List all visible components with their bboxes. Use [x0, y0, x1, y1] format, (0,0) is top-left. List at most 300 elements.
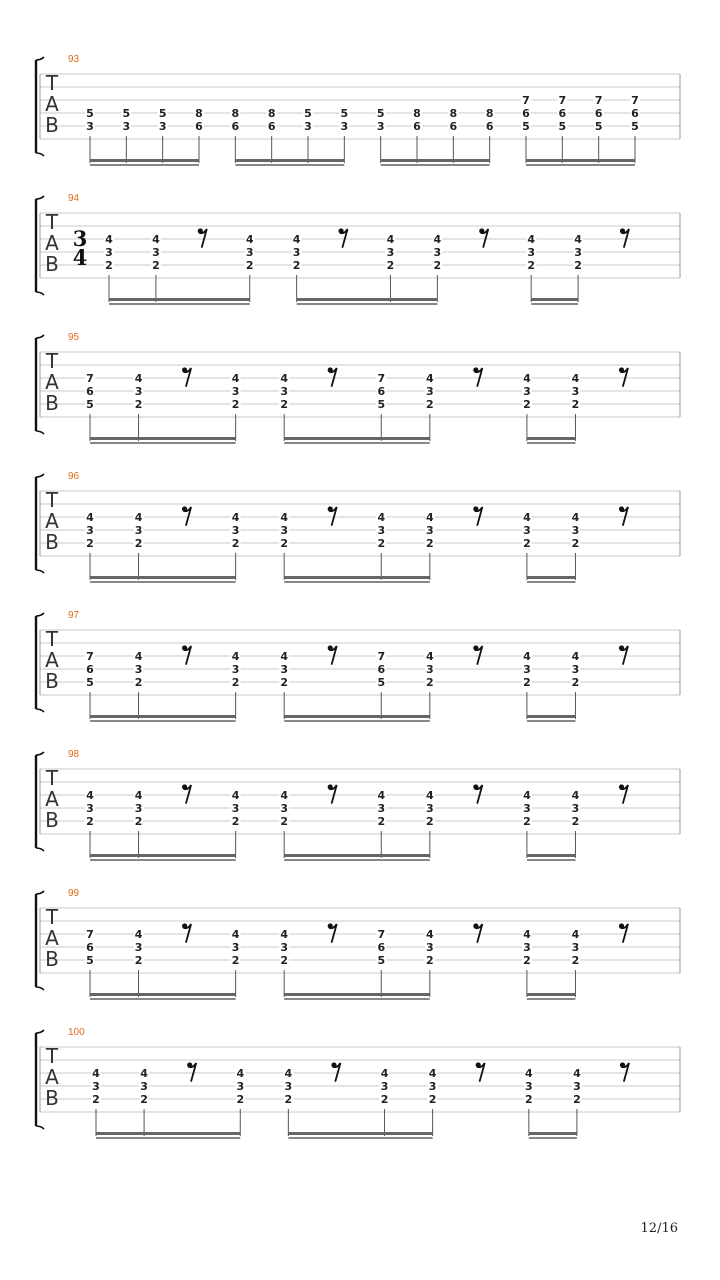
- eighth-rest-icon: [620, 228, 629, 247]
- fret-number: 4: [92, 1067, 100, 1080]
- fret-number: 4: [86, 511, 94, 524]
- fret-number: 4: [134, 372, 143, 385]
- fret-number: 4: [425, 650, 434, 663]
- fret-number: 4: [571, 372, 580, 385]
- fret-number: 3: [231, 802, 240, 815]
- fret-number: 3: [236, 1080, 245, 1093]
- fret-number: 2: [571, 815, 580, 828]
- fret-number: 4: [105, 233, 113, 246]
- fret-number: 7: [377, 650, 386, 663]
- system-94: [36, 193, 680, 305]
- fret-number: 2: [134, 676, 143, 689]
- beam-primary: [526, 159, 635, 162]
- eighth-rest-icon: [328, 645, 337, 664]
- fret-number: 7: [86, 372, 94, 385]
- fret-number: 6: [231, 120, 240, 133]
- beam-secondary: [90, 859, 236, 861]
- fret-number: 3: [231, 524, 240, 537]
- fret-number: 2: [386, 259, 395, 272]
- fret-number: 3: [571, 524, 580, 537]
- eighth-rest-icon: [182, 923, 191, 942]
- fret-number: 4: [523, 928, 531, 941]
- fret-number: 4: [527, 233, 536, 246]
- beam-primary: [90, 715, 236, 718]
- eighth-rest-icon: [473, 923, 482, 942]
- fret-number: 3: [134, 524, 143, 537]
- fret-number: 3: [86, 802, 94, 815]
- fret-number: 2: [134, 537, 143, 550]
- tab-clef-letter: T: [45, 1044, 59, 1068]
- fret-number: 2: [280, 676, 289, 689]
- fret-number: 3: [386, 246, 395, 259]
- fret-number: 4: [523, 789, 531, 802]
- tab-clef-letter: T: [45, 210, 59, 234]
- fret-number: 2: [523, 537, 531, 550]
- fret-number: 2: [231, 954, 240, 967]
- fret-number: 5: [86, 107, 94, 120]
- fret-number: 8: [231, 107, 240, 120]
- fret-number: 3: [280, 802, 289, 815]
- fret-number: 3: [105, 246, 113, 259]
- fret-number: 3: [523, 941, 531, 954]
- tab-clef-letter: A: [45, 231, 59, 255]
- fret-number: 3: [304, 120, 312, 133]
- fret-number: 5: [377, 954, 386, 967]
- fret-number: 3: [92, 1080, 100, 1093]
- beam-secondary: [531, 303, 578, 305]
- beam-secondary: [90, 998, 236, 1000]
- beam-primary: [235, 159, 344, 162]
- fret-number: 4: [236, 1067, 245, 1080]
- system-100: [36, 1027, 680, 1139]
- tab-clef-letter: T: [45, 488, 59, 512]
- tab-clef-letter: T: [45, 349, 59, 373]
- fret-number: 2: [425, 537, 434, 550]
- beam-primary: [527, 576, 576, 579]
- fret-number: 4: [425, 789, 434, 802]
- beam-primary: [90, 437, 236, 440]
- time-signature-bottom: 4: [72, 245, 88, 270]
- fret-number: 7: [594, 94, 603, 107]
- fret-number: 3: [245, 246, 254, 259]
- time-signature-top: 3: [72, 226, 88, 251]
- fret-number: 3: [231, 385, 240, 398]
- tab-clef-letter: T: [45, 71, 59, 95]
- beam-primary: [90, 159, 199, 162]
- measure-number: 97: [68, 610, 80, 621]
- fret-number: 2: [377, 537, 386, 550]
- fret-number: 5: [86, 954, 94, 967]
- fret-number: 5: [558, 120, 567, 133]
- beam-secondary: [527, 720, 576, 722]
- fret-number: 6: [631, 107, 639, 120]
- fret-number: 4: [134, 789, 143, 802]
- tab-clef-letter: B: [45, 669, 59, 693]
- beam-primary: [529, 1132, 577, 1135]
- fret-number: 3: [523, 524, 531, 537]
- fret-number: 5: [522, 120, 530, 133]
- beam-primary: [284, 715, 430, 718]
- fret-number: 2: [86, 537, 94, 550]
- fret-number: 2: [425, 815, 434, 828]
- beam-secondary: [527, 998, 576, 1000]
- eighth-rest-icon: [619, 645, 628, 664]
- fret-number: 6: [267, 120, 276, 133]
- fret-number: 6: [449, 120, 458, 133]
- fret-number: 3: [527, 246, 536, 259]
- beam-secondary: [284, 442, 430, 444]
- fret-number: 4: [571, 511, 580, 524]
- beam-primary: [284, 437, 430, 440]
- fret-number: 5: [340, 107, 349, 120]
- beam-secondary: [284, 581, 430, 583]
- fret-number: 4: [380, 1067, 389, 1080]
- eighth-rest-icon: [182, 506, 191, 525]
- beam-secondary: [527, 442, 576, 444]
- fret-number: 5: [631, 120, 639, 133]
- fret-number: 2: [425, 398, 434, 411]
- fret-number: 2: [573, 1093, 581, 1106]
- fret-number: 3: [134, 663, 143, 676]
- beam-primary: [96, 1132, 240, 1135]
- fret-number: 8: [195, 107, 203, 120]
- fret-number: 2: [92, 1093, 100, 1106]
- fret-number: 3: [340, 120, 349, 133]
- fret-number: 4: [574, 233, 582, 246]
- fret-number: 3: [86, 120, 94, 133]
- fret-number: 6: [195, 120, 203, 133]
- tab-clef-letter: B: [45, 252, 59, 276]
- fret-number: 2: [571, 537, 580, 550]
- fret-number: 4: [231, 650, 240, 663]
- eighth-rest-icon: [187, 1062, 196, 1081]
- beam-secondary: [284, 859, 430, 861]
- tab-clef-letter: B: [45, 808, 59, 832]
- fret-number: 6: [558, 107, 567, 120]
- tab-clef-letter: B: [45, 530, 59, 554]
- fret-number: 4: [140, 1067, 148, 1080]
- fret-number: 5: [377, 676, 386, 689]
- fret-number: 3: [571, 941, 580, 954]
- fret-number: 6: [377, 941, 386, 954]
- eighth-rest-icon: [619, 923, 628, 942]
- fret-number: 2: [231, 815, 240, 828]
- eighth-rest-icon: [479, 228, 488, 247]
- fret-number: 3: [376, 120, 385, 133]
- beam-primary: [527, 993, 576, 996]
- fret-number: 4: [386, 233, 395, 246]
- fret-number: 3: [425, 385, 434, 398]
- beam-primary: [284, 993, 430, 996]
- fret-number: 4: [280, 789, 289, 802]
- eighth-rest-icon: [473, 506, 482, 525]
- page-number: 12/16: [640, 1221, 678, 1236]
- fret-number: 2: [236, 1093, 245, 1106]
- fret-number: 6: [86, 663, 94, 676]
- fret-number: 3: [140, 1080, 148, 1093]
- tab-clef-letter: B: [45, 947, 59, 971]
- fret-number: 8: [449, 107, 458, 120]
- fret-number: 7: [86, 928, 94, 941]
- beam-secondary: [297, 303, 438, 305]
- beam-secondary: [235, 164, 344, 166]
- tab-clef-letter: A: [45, 1065, 59, 1089]
- beam-secondary: [284, 720, 430, 722]
- beam-secondary: [90, 720, 236, 722]
- eighth-rest-icon: [619, 367, 628, 386]
- beam-secondary: [90, 581, 236, 583]
- fret-number: 3: [280, 663, 289, 676]
- fret-number: 3: [425, 802, 434, 815]
- measure-number: 98: [68, 749, 80, 760]
- fret-number: 2: [152, 259, 160, 272]
- fret-number: 5: [304, 107, 312, 120]
- fret-number: 2: [231, 398, 240, 411]
- eighth-rest-icon: [328, 506, 337, 525]
- tab-clef-letter: B: [45, 113, 59, 137]
- fret-number: 2: [571, 676, 580, 689]
- tab-clef-letter: A: [45, 787, 59, 811]
- fret-number: 3: [523, 663, 531, 676]
- fret-number: 2: [574, 259, 582, 272]
- fret-number: 6: [413, 120, 421, 133]
- beam-primary: [109, 298, 250, 301]
- beam-primary: [284, 854, 430, 857]
- measure-number: 100: [68, 1027, 85, 1038]
- tab-clef-letter: T: [45, 766, 59, 790]
- fret-number: 3: [158, 120, 167, 133]
- fret-number: 7: [377, 372, 386, 385]
- fret-number: 8: [267, 107, 276, 120]
- eighth-rest-icon: [619, 506, 628, 525]
- fret-number: 3: [152, 246, 160, 259]
- fret-number: 2: [433, 259, 442, 272]
- fret-number: 2: [231, 676, 240, 689]
- fret-number: 2: [280, 954, 289, 967]
- fret-number: 3: [122, 120, 131, 133]
- tab-clef-letter: A: [45, 370, 59, 394]
- fret-number: 5: [376, 107, 385, 120]
- beam-primary: [90, 993, 236, 996]
- fret-number: 4: [284, 1067, 293, 1080]
- tab-clef-letter: A: [45, 509, 59, 533]
- fret-number: 6: [377, 385, 386, 398]
- fret-number: 3: [524, 1080, 533, 1093]
- fret-number: 3: [523, 802, 531, 815]
- eighth-rest-icon: [473, 645, 482, 664]
- fret-number: 4: [280, 650, 289, 663]
- system-96: [36, 471, 680, 583]
- beam-primary: [531, 298, 578, 301]
- eighth-rest-icon: [473, 784, 482, 803]
- fret-number: 4: [523, 511, 531, 524]
- fret-number: 5: [86, 676, 94, 689]
- fret-number: 2: [571, 954, 580, 967]
- fret-number: 3: [571, 802, 580, 815]
- fret-number: 4: [231, 928, 240, 941]
- fret-number: 6: [377, 663, 386, 676]
- fret-number: 4: [292, 233, 301, 246]
- eighth-rest-icon: [476, 1062, 485, 1081]
- fret-number: 4: [231, 511, 240, 524]
- beam-primary: [90, 576, 236, 579]
- beam-secondary: [529, 1137, 577, 1139]
- fret-number: 3: [425, 524, 434, 537]
- eighth-rest-icon: [338, 228, 347, 247]
- beam-primary: [527, 437, 576, 440]
- fret-number: 5: [594, 120, 603, 133]
- fret-number: 4: [571, 928, 580, 941]
- fret-number: 2: [571, 398, 580, 411]
- beam-primary: [381, 159, 490, 162]
- beam-secondary: [96, 1137, 240, 1139]
- eighth-rest-icon: [473, 367, 482, 386]
- tab-clef-letter: A: [45, 92, 59, 116]
- fret-number: 2: [140, 1093, 148, 1106]
- beam-secondary: [90, 442, 236, 444]
- fret-number: 2: [523, 954, 531, 967]
- fret-number: 4: [280, 928, 289, 941]
- beam-primary: [297, 298, 438, 301]
- fret-number: 3: [134, 802, 143, 815]
- fret-number: 4: [425, 372, 434, 385]
- fret-number: 4: [428, 1067, 437, 1080]
- beam-secondary: [526, 164, 635, 166]
- beam-primary: [288, 1132, 432, 1135]
- measure-number: 95: [68, 332, 80, 343]
- fret-number: 4: [134, 928, 143, 941]
- tab-clef-letter: B: [45, 1086, 59, 1110]
- system-93: [36, 54, 680, 166]
- beam-primary: [527, 854, 576, 857]
- fret-number: 7: [377, 928, 386, 941]
- fret-number: 4: [280, 372, 289, 385]
- measure-number: 93: [68, 54, 80, 65]
- beam-primary: [90, 854, 236, 857]
- fret-number: 3: [523, 385, 531, 398]
- fret-number: 5: [86, 398, 94, 411]
- measure-number: 96: [68, 471, 80, 482]
- fret-number: 3: [425, 663, 434, 676]
- fret-number: 3: [280, 524, 289, 537]
- fret-number: 5: [158, 107, 167, 120]
- tab-clef-letter: T: [45, 627, 59, 651]
- fret-number: 3: [425, 941, 434, 954]
- beam-primary: [284, 576, 430, 579]
- measure-number: 94: [68, 193, 80, 204]
- measure-number: 99: [68, 888, 80, 899]
- fret-number: 3: [280, 385, 289, 398]
- fret-number: 3: [380, 1080, 389, 1093]
- fret-number: 3: [574, 246, 582, 259]
- fret-number: 4: [573, 1067, 581, 1080]
- fret-number: 6: [522, 107, 530, 120]
- fret-number: 5: [377, 398, 386, 411]
- fret-number: 2: [377, 815, 386, 828]
- eighth-rest-icon: [182, 645, 191, 664]
- system-98: [36, 749, 680, 861]
- tab-clef-letter: T: [45, 905, 59, 929]
- fret-number: 2: [380, 1093, 389, 1106]
- fret-number: 3: [433, 246, 442, 259]
- fret-number: 3: [231, 663, 240, 676]
- fret-number: 6: [485, 120, 494, 133]
- fret-number: 3: [428, 1080, 437, 1093]
- fret-number: 4: [86, 789, 94, 802]
- fret-number: 4: [377, 789, 386, 802]
- fret-number: 3: [571, 385, 580, 398]
- fret-number: 3: [284, 1080, 293, 1093]
- system-99: [36, 888, 680, 1000]
- fret-number: 3: [571, 663, 580, 676]
- fret-number: 4: [425, 928, 434, 941]
- eighth-rest-icon: [198, 228, 207, 247]
- fret-number: 8: [485, 107, 494, 120]
- fret-number: 3: [134, 385, 143, 398]
- fret-number: 3: [377, 802, 386, 815]
- beam-secondary: [284, 998, 430, 1000]
- fret-number: 2: [284, 1093, 293, 1106]
- fret-number: 3: [377, 524, 386, 537]
- eighth-rest-icon: [182, 367, 191, 386]
- fret-number: 2: [86, 815, 94, 828]
- eighth-rest-icon: [620, 1062, 629, 1081]
- beam-secondary: [288, 1137, 432, 1139]
- beam-secondary: [109, 303, 250, 305]
- fret-number: 7: [86, 650, 94, 663]
- fret-number: 2: [425, 954, 434, 967]
- fret-number: 2: [523, 398, 531, 411]
- fret-number: 2: [280, 815, 289, 828]
- fret-number: 3: [573, 1080, 581, 1093]
- fret-number: 2: [134, 815, 143, 828]
- beam-secondary: [527, 581, 576, 583]
- fret-number: 7: [558, 94, 567, 107]
- fret-number: 6: [594, 107, 603, 120]
- eighth-rest-icon: [619, 784, 628, 803]
- tab-clef-letter: A: [45, 648, 59, 672]
- fret-number: 2: [134, 398, 143, 411]
- tab-clef-letter: B: [45, 391, 59, 415]
- fret-number: 2: [425, 676, 434, 689]
- fret-number: 2: [105, 259, 113, 272]
- beam-secondary: [381, 164, 490, 166]
- fret-number: 3: [292, 246, 301, 259]
- fret-number: 4: [425, 511, 434, 524]
- system-97: [36, 610, 680, 722]
- fret-number: 4: [152, 233, 160, 246]
- fret-number: 4: [523, 372, 531, 385]
- fret-number: 2: [231, 537, 240, 550]
- fret-number: 4: [134, 650, 143, 663]
- system-95: [36, 332, 680, 444]
- fret-number: 4: [571, 650, 580, 663]
- fret-number: 5: [122, 107, 131, 120]
- fret-number: 2: [280, 398, 289, 411]
- fret-number: 4: [231, 372, 240, 385]
- fret-number: 3: [231, 941, 240, 954]
- fret-number: 2: [134, 954, 143, 967]
- fret-number: 3: [280, 941, 289, 954]
- fret-number: 4: [245, 233, 254, 246]
- eighth-rest-icon: [328, 367, 337, 386]
- fret-number: 2: [524, 1093, 533, 1106]
- fret-number: 4: [524, 1067, 533, 1080]
- fret-number: 2: [292, 259, 301, 272]
- fret-number: 6: [86, 941, 94, 954]
- beam-secondary: [90, 164, 199, 166]
- fret-number: 4: [231, 789, 240, 802]
